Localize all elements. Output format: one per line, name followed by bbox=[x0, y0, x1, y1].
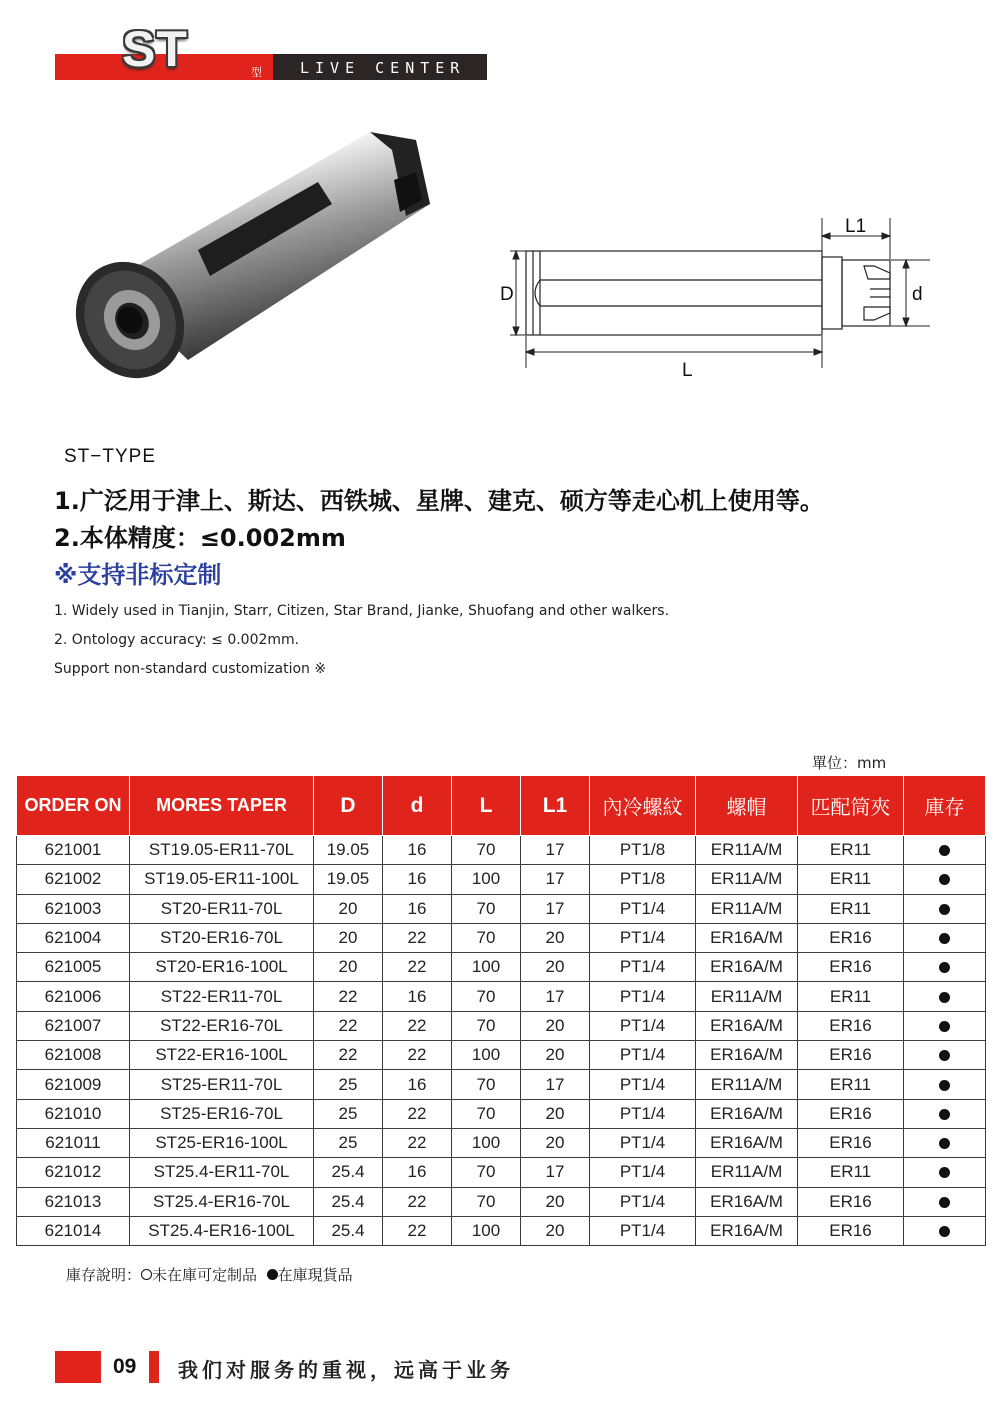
table-row bbox=[17, 953, 986, 982]
in-stock-dot-icon bbox=[939, 933, 950, 944]
footer-red-block bbox=[55, 1351, 101, 1383]
cell-coolant-thread: PT1/4 bbox=[590, 1158, 696, 1187]
cell-collet-model: ER16 bbox=[798, 1099, 904, 1128]
in-stock-dot-icon bbox=[939, 1080, 950, 1091]
cell-length-l1: 17 bbox=[521, 982, 590, 1011]
cell-d-big: 22 bbox=[314, 1011, 383, 1040]
cell-collet-model: ER16 bbox=[798, 923, 904, 952]
cell-stock bbox=[904, 894, 986, 923]
cell-order-no: 621010 bbox=[17, 1099, 130, 1128]
col-header-l: L bbox=[452, 776, 521, 836]
cell-stock bbox=[904, 836, 986, 865]
cell-nut-model: ER11A/M bbox=[696, 1070, 798, 1099]
in-stock-dot-icon bbox=[939, 1021, 950, 1032]
cell-d-big: 22 bbox=[314, 1041, 383, 1070]
cell-length-l: 70 bbox=[452, 1187, 521, 1216]
cell-coolant-thread: PT1/4 bbox=[590, 1128, 696, 1157]
col-header-coolant-thread: 內冷螺紋 bbox=[590, 776, 696, 836]
cell-length-l: 70 bbox=[452, 923, 521, 952]
col-header-l1: L1 bbox=[521, 776, 590, 836]
cell-d-small: 22 bbox=[383, 1187, 452, 1216]
col-header-order: ORDER ON bbox=[17, 776, 130, 836]
cell-collet-model: ER11 bbox=[798, 1070, 904, 1099]
table-row bbox=[17, 1099, 986, 1128]
cell-taper-model: ST19.05-ER11-100L bbox=[130, 865, 314, 894]
cell-taper-model: ST20-ER16-70L bbox=[130, 923, 314, 952]
cell-taper-model: ST22-ER16-100L bbox=[130, 1041, 314, 1070]
table-row bbox=[17, 865, 986, 894]
cell-coolant-thread: PT1/4 bbox=[590, 953, 696, 982]
cell-taper-model: ST25-ER16-100L bbox=[130, 1128, 314, 1157]
cell-length-l1: 20 bbox=[521, 1041, 590, 1070]
cell-taper-model: ST25.4-ER11-70L bbox=[130, 1158, 314, 1187]
cell-order-no: 621011 bbox=[17, 1128, 130, 1157]
cell-taper-model: ST22-ER16-70L bbox=[130, 1011, 314, 1040]
cell-d-big: 20 bbox=[314, 923, 383, 952]
cell-length-l: 100 bbox=[452, 1128, 521, 1157]
cell-d-small: 22 bbox=[383, 1128, 452, 1157]
cell-stock bbox=[904, 1187, 986, 1216]
cell-length-l1: 20 bbox=[521, 953, 590, 982]
cell-d-small: 16 bbox=[383, 1158, 452, 1187]
cell-coolant-thread: PT1/8 bbox=[590, 865, 696, 894]
cell-d-big: 25.4 bbox=[314, 1158, 383, 1187]
cell-d-big: 19.05 bbox=[314, 836, 383, 865]
in-stock-dot-icon bbox=[939, 962, 950, 973]
en-feature-line-2: 2. Ontology accuracy: ≤ 0.002mm. bbox=[54, 632, 300, 648]
series-name: LIVE CENTER bbox=[300, 59, 466, 77]
product-code-title: ST bbox=[122, 21, 188, 77]
cell-collet-model: ER11 bbox=[798, 865, 904, 894]
cell-stock bbox=[904, 1216, 986, 1245]
col-header-d-big: D bbox=[314, 776, 383, 836]
cell-length-l1: 20 bbox=[521, 923, 590, 952]
table-row bbox=[17, 982, 986, 1011]
cell-stock bbox=[904, 923, 986, 952]
in-stock-dot-icon bbox=[939, 874, 950, 885]
cell-d-small: 22 bbox=[383, 1216, 452, 1245]
cell-stock bbox=[904, 1158, 986, 1187]
cell-collet-model: ER16 bbox=[798, 1011, 904, 1040]
cell-d-small: 16 bbox=[383, 1070, 452, 1099]
cell-length-l: 70 bbox=[452, 1158, 521, 1187]
cell-order-no: 621003 bbox=[17, 894, 130, 923]
cell-d-small: 22 bbox=[383, 1011, 452, 1040]
cell-length-l: 70 bbox=[452, 1011, 521, 1040]
table-row bbox=[17, 894, 986, 923]
cell-nut-model: ER16A/M bbox=[696, 1187, 798, 1216]
cn-feature-line-2: 2.本体精度：≤0.002mm bbox=[54, 524, 346, 552]
cell-taper-model: ST22-ER11-70L bbox=[130, 982, 314, 1011]
cell-order-no: 621005 bbox=[17, 953, 130, 982]
cell-length-l1: 20 bbox=[521, 1187, 590, 1216]
table-row bbox=[17, 1158, 986, 1187]
en-customization-note: Support non-standard customization ※ bbox=[54, 661, 327, 677]
cell-stock bbox=[904, 1128, 986, 1157]
cell-coolant-thread: PT1/4 bbox=[590, 923, 696, 952]
cell-length-l1: 20 bbox=[521, 1099, 590, 1128]
cell-stock bbox=[904, 982, 986, 1011]
en-feature-line-1: 1. Widely used in Tianjin, Starr, Citizen, Star Brand, Jianke, Shuofang and other walkers. bbox=[54, 603, 670, 619]
legend-solid-text: 在庫現貨品 bbox=[277, 1266, 353, 1284]
cell-taper-model: ST25-ER16-70L bbox=[130, 1099, 314, 1128]
cell-order-no: 621012 bbox=[17, 1158, 130, 1187]
cell-taper-model: ST19.05-ER11-70L bbox=[130, 836, 314, 865]
cell-d-big: 22 bbox=[314, 982, 383, 1011]
cell-d-small: 16 bbox=[383, 894, 452, 923]
label-d-big: D bbox=[500, 284, 514, 305]
cell-nut-model: ER16A/M bbox=[696, 1011, 798, 1040]
cell-d-big: 25.4 bbox=[314, 1216, 383, 1245]
cell-length-l1: 17 bbox=[521, 865, 590, 894]
cell-taper-model: ST25.4-ER16-70L bbox=[130, 1187, 314, 1216]
cell-length-l: 70 bbox=[452, 1070, 521, 1099]
cell-d-big: 25 bbox=[314, 1128, 383, 1157]
cell-order-no: 621009 bbox=[17, 1070, 130, 1099]
table-header-row bbox=[17, 776, 986, 836]
cell-length-l1: 20 bbox=[521, 1128, 590, 1157]
cell-d-small: 22 bbox=[383, 1041, 452, 1070]
cell-stock bbox=[904, 1070, 986, 1099]
cell-length-l: 100 bbox=[452, 1041, 521, 1070]
cn-feature-line-1: 1.广泛用于津上、斯达、西铁城、星牌、建克、硕方等走心机上使用等。 bbox=[54, 487, 824, 515]
cell-collet-model: ER11 bbox=[798, 836, 904, 865]
cell-d-small: 22 bbox=[383, 1099, 452, 1128]
in-stock-dot-icon bbox=[939, 845, 950, 856]
cell-stock bbox=[904, 1099, 986, 1128]
cell-coolant-thread: PT1/8 bbox=[590, 836, 696, 865]
cell-length-l: 70 bbox=[452, 982, 521, 1011]
col-header-collet: 匹配筒夾 bbox=[798, 776, 904, 836]
in-stock-dot-icon bbox=[939, 1226, 950, 1237]
cell-order-no: 621002 bbox=[17, 865, 130, 894]
cell-d-big: 25.4 bbox=[314, 1187, 383, 1216]
label-d-small: d bbox=[912, 284, 923, 305]
cell-length-l1: 20 bbox=[521, 1216, 590, 1245]
cell-nut-model: ER11A/M bbox=[696, 865, 798, 894]
in-stock-dot-icon bbox=[939, 1197, 950, 1208]
cn-customization-note: ※支持非标定制 bbox=[54, 561, 222, 589]
cell-length-l1: 20 bbox=[521, 1011, 590, 1040]
legend-hollow-text: 未在庫可定制品 bbox=[152, 1266, 258, 1284]
in-stock-dot-icon bbox=[939, 1050, 950, 1061]
product-photo bbox=[70, 120, 440, 380]
cell-d-small: 22 bbox=[383, 923, 452, 952]
cell-nut-model: ER16A/M bbox=[696, 1216, 798, 1245]
cell-d-small: 16 bbox=[383, 865, 452, 894]
cell-stock bbox=[904, 865, 986, 894]
cell-taper-model: ST20-ER16-100L bbox=[130, 953, 314, 982]
solid-dot-icon bbox=[267, 1269, 278, 1280]
in-stock-dot-icon bbox=[939, 1109, 950, 1120]
stock-legend bbox=[66, 1264, 353, 1285]
cell-coolant-thread: PT1/4 bbox=[590, 1187, 696, 1216]
in-stock-dot-icon bbox=[939, 992, 950, 1003]
table-row bbox=[17, 923, 986, 952]
cell-nut-model: ER16A/M bbox=[696, 923, 798, 952]
cell-d-big: 19.05 bbox=[314, 865, 383, 894]
cell-length-l: 70 bbox=[452, 1099, 521, 1128]
cell-coolant-thread: PT1/4 bbox=[590, 1099, 696, 1128]
cell-order-no: 621014 bbox=[17, 1216, 130, 1245]
cell-d-small: 16 bbox=[383, 836, 452, 865]
cell-nut-model: ER11A/M bbox=[696, 982, 798, 1011]
col-header-nut: 螺帽 bbox=[696, 776, 798, 836]
col-header-d-small: d bbox=[383, 776, 452, 836]
cell-nut-model: ER16A/M bbox=[696, 1099, 798, 1128]
spec-table-body bbox=[17, 836, 986, 1246]
cell-order-no: 621006 bbox=[17, 982, 130, 1011]
cell-coolant-thread: PT1/4 bbox=[590, 982, 696, 1011]
cell-coolant-thread: PT1/4 bbox=[590, 894, 696, 923]
spec-table bbox=[16, 775, 986, 1246]
cell-collet-model: ER11 bbox=[798, 1158, 904, 1187]
cell-nut-model: ER11A/M bbox=[696, 894, 798, 923]
cell-d-big: 20 bbox=[314, 953, 383, 982]
table-row bbox=[17, 1216, 986, 1245]
cell-taper-model: ST20-ER11-70L bbox=[130, 894, 314, 923]
legend-prefix: 庫存說明： bbox=[66, 1266, 142, 1284]
cell-order-no: 621001 bbox=[17, 836, 130, 865]
cell-d-big: 20 bbox=[314, 894, 383, 923]
cell-length-l: 70 bbox=[452, 894, 521, 923]
cell-collet-model: ER16 bbox=[798, 1041, 904, 1070]
hollow-dot-icon bbox=[141, 1269, 152, 1280]
cell-length-l: 100 bbox=[452, 1216, 521, 1245]
cell-order-no: 621004 bbox=[17, 923, 130, 952]
cell-order-no: 621008 bbox=[17, 1041, 130, 1070]
cell-coolant-thread: PT1/4 bbox=[590, 1216, 696, 1245]
cell-order-no: 621013 bbox=[17, 1187, 130, 1216]
cell-length-l1: 17 bbox=[521, 836, 590, 865]
table-row bbox=[17, 1070, 986, 1099]
col-header-stock: 庫存 bbox=[904, 776, 986, 836]
cell-nut-model: ER16A/M bbox=[696, 1041, 798, 1070]
cell-d-big: 25 bbox=[314, 1070, 383, 1099]
table-row bbox=[17, 836, 986, 865]
cell-length-l: 70 bbox=[452, 836, 521, 865]
cell-nut-model: ER11A/M bbox=[696, 1158, 798, 1187]
unit-note: 單位：mm bbox=[812, 754, 887, 772]
product-type-suffix: 型 bbox=[251, 66, 262, 79]
footer-slogan: 我们对服务的重视，远高于业务 bbox=[178, 1358, 514, 1382]
cell-coolant-thread: PT1/4 bbox=[590, 1070, 696, 1099]
cell-coolant-thread: PT1/4 bbox=[590, 1011, 696, 1040]
cell-d-small: 22 bbox=[383, 953, 452, 982]
label-l1: L1 bbox=[845, 216, 867, 237]
table-row bbox=[17, 1011, 986, 1040]
cell-collet-model: ER16 bbox=[798, 1216, 904, 1245]
cell-nut-model: ER11A/M bbox=[696, 836, 798, 865]
cell-collet-model: ER16 bbox=[798, 1187, 904, 1216]
table-row bbox=[17, 1187, 986, 1216]
cell-length-l1: 17 bbox=[521, 1070, 590, 1099]
dimension-drawing bbox=[490, 210, 950, 390]
footer-red-bar bbox=[149, 1351, 159, 1383]
cell-d-small: 16 bbox=[383, 982, 452, 1011]
cell-taper-model: ST25-ER11-70L bbox=[130, 1070, 314, 1099]
table-row bbox=[17, 1128, 986, 1157]
in-stock-dot-icon bbox=[939, 1167, 950, 1178]
table-row bbox=[17, 1041, 986, 1070]
cell-order-no: 621007 bbox=[17, 1011, 130, 1040]
col-header-taper: MORES TAPER bbox=[130, 776, 314, 836]
in-stock-dot-icon bbox=[939, 1138, 950, 1149]
page-number: 09 bbox=[113, 1355, 137, 1378]
cell-collet-model: ER16 bbox=[798, 953, 904, 982]
cell-stock bbox=[904, 953, 986, 982]
cell-coolant-thread: PT1/4 bbox=[590, 1041, 696, 1070]
cell-collet-model: ER16 bbox=[798, 1128, 904, 1157]
cell-nut-model: ER16A/M bbox=[696, 1128, 798, 1157]
cell-length-l1: 17 bbox=[521, 894, 590, 923]
cell-length-l: 100 bbox=[452, 953, 521, 982]
type-name: ST−TYPE bbox=[64, 446, 156, 467]
label-l: L bbox=[682, 360, 693, 381]
cell-taper-model: ST25.4-ER16-100L bbox=[130, 1216, 314, 1245]
cell-length-l1: 17 bbox=[521, 1158, 590, 1187]
cell-collet-model: ER11 bbox=[798, 982, 904, 1011]
cell-stock bbox=[904, 1011, 986, 1040]
cell-length-l: 100 bbox=[452, 865, 521, 894]
cell-stock bbox=[904, 1041, 986, 1070]
cell-collet-model: ER11 bbox=[798, 894, 904, 923]
in-stock-dot-icon bbox=[939, 904, 950, 915]
cell-d-big: 25 bbox=[314, 1099, 383, 1128]
cell-nut-model: ER16A/M bbox=[696, 953, 798, 982]
